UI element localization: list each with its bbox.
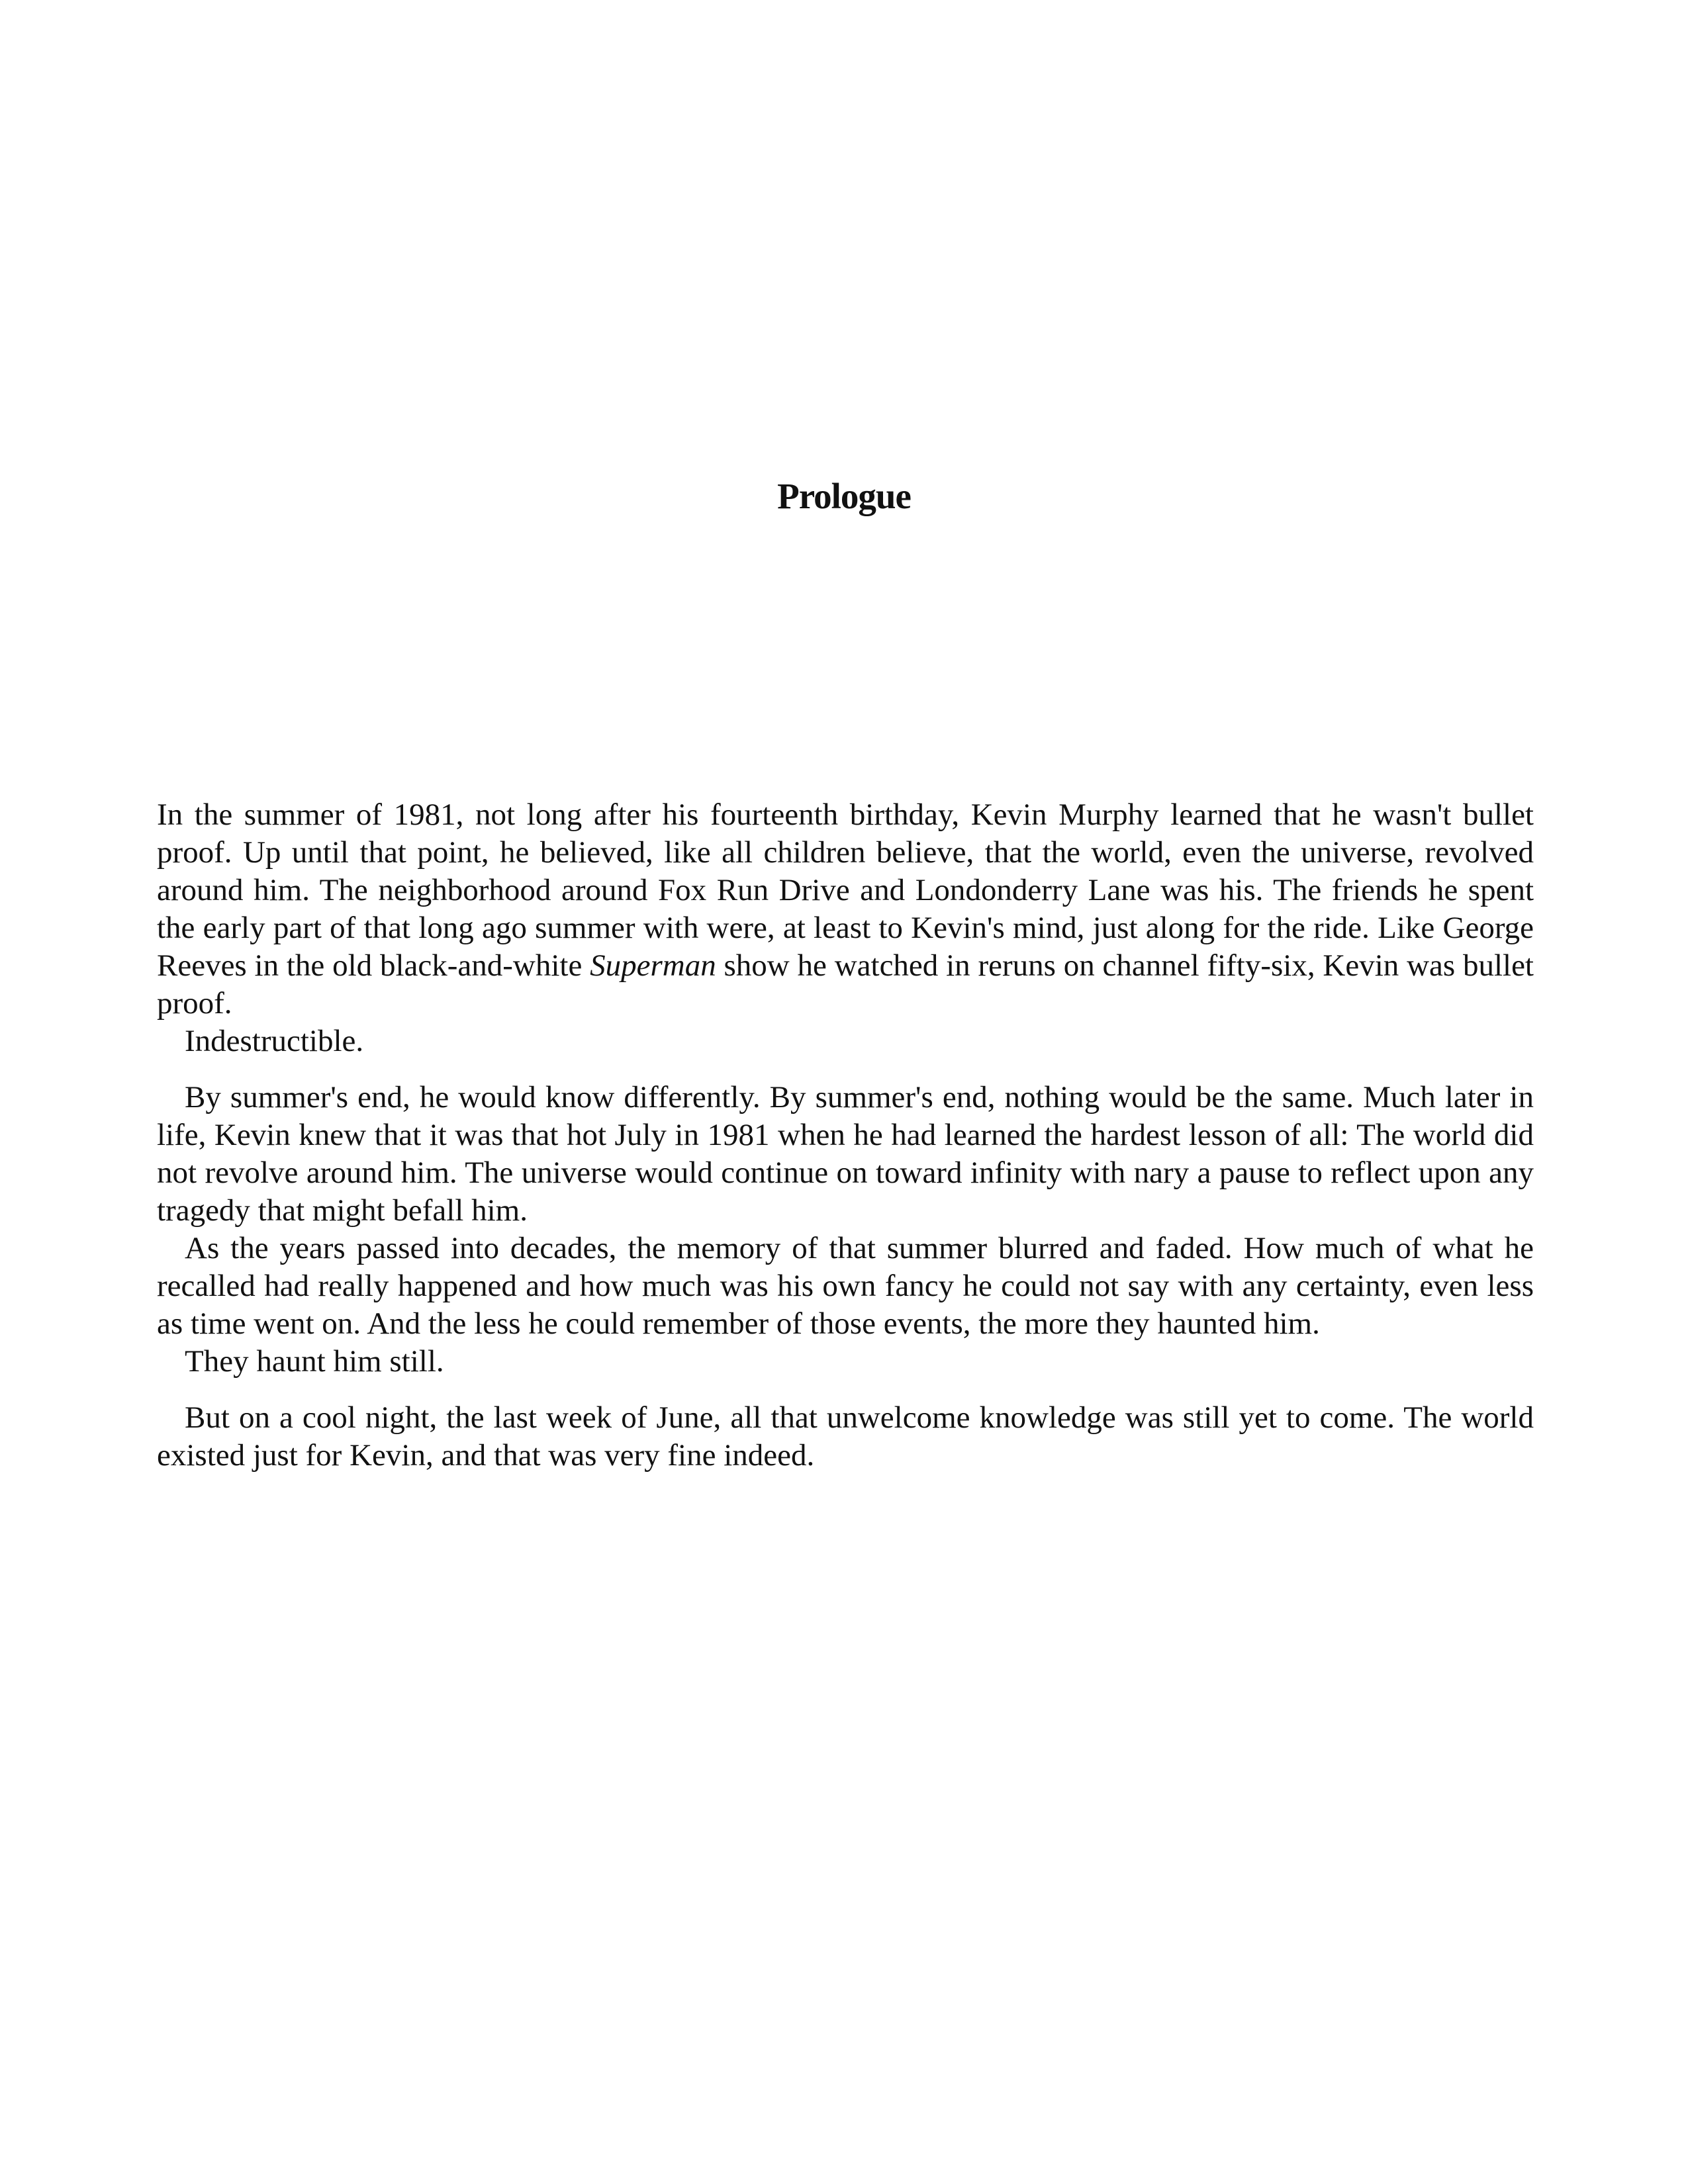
paragraph-2: Indestructible.: [185, 1024, 364, 1058]
chapter-title: Prologue: [777, 476, 911, 516]
paragraph-4: As the years passed into decades, the memory of that summer blurred and faded. How much of what he recalled had really happened and how much was his own fancy he could not say with any certainty, even less as time went on. And the less he could remember of those events, the more they haunted him.: [157, 1231, 1534, 1341]
paragraph-3: By summer's end, he would know differently. By summer's end, nothing would be the same. Much later in life, Kevin knew that it was that hot July in 1981 when he had learned the hardest lesson of all: The world did not revolve around him. The universe would continue on toward infinity with nary a pause to reflect upon any tragedy that might befall him.: [157, 1080, 1534, 1228]
show-title-italic: Superman: [590, 948, 716, 983]
paragraph-1-text-a: In the summer of 1981, not long after his fourteenth birthday, Kevin Murphy learned that he wasn't bullet proof. Up until that point, he believed, like all children believe, that the world, even the universe, revolved around him. The neighborhood around Fox Run Drive and Londonderry Lane was his. The friends he spent the early part of that long ago summer with were, at least to Kevin's mind, just along for the ride. Like George Reeves in the old black-and-white: [157, 797, 1534, 983]
paragraph-1-text-b: show he watched in reruns on channel fifty-six, Kevin was bullet proof.: [157, 948, 1534, 1021]
paragraph-1: [157, 796, 1534, 1023]
paragraph-5: They haunt him still.: [185, 1344, 444, 1379]
paragraph-6: But on a cool night, the last week of June, all that unwelcome knowledge was still yet to come. The world existed just for Kevin, and that was very fine indeed.: [157, 1400, 1534, 1473]
prologue-body: [157, 796, 1534, 1475]
